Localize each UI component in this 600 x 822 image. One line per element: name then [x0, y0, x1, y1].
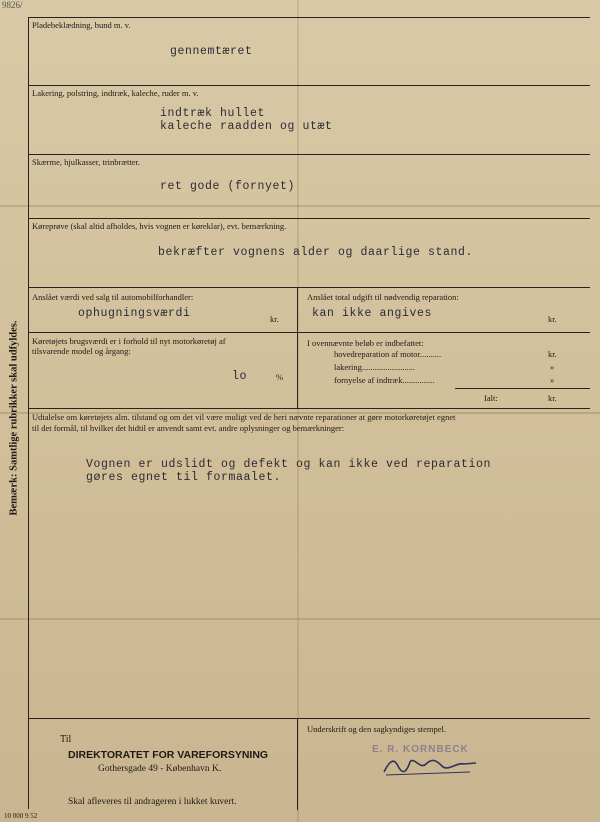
- usage-value: lo: [232, 370, 248, 383]
- rule: [297, 287, 298, 408]
- rule: [28, 85, 590, 86]
- breakdown-total-unit: kr.: [548, 393, 557, 403]
- fold-crease: [0, 205, 600, 207]
- statement-label-2: til det formål, til hvilket det hidtil er anvendt samt evt. andre oplysninger og bemærkninger:: [32, 423, 345, 433]
- lakering-line-2: kaleche raadden og utæt: [160, 120, 333, 133]
- breakdown-total-label: Ialt:: [484, 393, 498, 403]
- value-left-unit: kr.: [270, 314, 279, 324]
- fold-crease: [0, 618, 600, 620]
- stamp: E. R. KORNBECK: [372, 744, 469, 755]
- recipient-name: DIREKTORATET FOR VAREFORSYNING: [68, 749, 269, 761]
- rule: [28, 332, 590, 333]
- usage-label-1: Køretøjets brugsværdi er i forhold til nyt motorkøretøj af: [32, 336, 226, 346]
- rule: [28, 17, 29, 809]
- rule: [28, 218, 590, 219]
- rule: [297, 718, 298, 810]
- koereproeve-value: bekræfter vognens alder og daarlige stand.: [158, 246, 474, 259]
- skaerme-label: Skærme, hjulkasser, trinbrætter.: [32, 157, 141, 167]
- value-right-value: kan ikke angives: [312, 307, 433, 320]
- breakdown-item-unit: »: [550, 375, 555, 385]
- statement-label-1: Udtalelse om køretøjets alm. tilstand og om det vil være muligt ved de heri nævnte reparationer at gøre motorkøretøjet egnet: [32, 412, 456, 422]
- rule: [28, 17, 590, 18]
- footer-til: Til: [60, 734, 72, 745]
- signature-icon: [380, 752, 480, 778]
- value-left-value: ophugningsværdi: [78, 307, 191, 320]
- usage-label-2: tilsvarende model og årgang:: [32, 346, 131, 356]
- breakdown-item-unit: kr.: [548, 349, 557, 359]
- signature-label: Underskrift og den sagkyndiges stempel.: [307, 724, 447, 734]
- recipient-address: Gothersgade 49 - København K.: [98, 764, 222, 774]
- form-code: 10 000 9 52: [4, 812, 38, 820]
- rule: [28, 718, 590, 719]
- breakdown-intro: I ovennævnte beløb er indbefattet:: [307, 338, 424, 348]
- lakering-line-1: indtræk hullet: [160, 107, 266, 120]
- value-right-unit: kr.: [548, 314, 557, 324]
- rule: [28, 287, 590, 288]
- breakdown-item-label: hovedreparation af motor..........: [334, 349, 442, 359]
- breakdown-item-unit: »: [550, 362, 555, 372]
- usage-unit: %: [276, 372, 284, 382]
- pladebeklaedning-value: gennemtæret: [170, 45, 253, 58]
- value-right-label: Anslået total udgift til nødvendig reparation:: [307, 292, 459, 302]
- top-left-code: 9826/: [2, 0, 23, 10]
- lakering-label: Lakering, polstring, indtræk, kaleche, ruder m. v.: [32, 88, 199, 98]
- breakdown-item-label: lakering.........................: [334, 362, 415, 372]
- koereproeve-label: Køreprøve (skal altid afholdes, hvis vognen er køreklar), evt. bemærkning.: [32, 221, 287, 231]
- rule: [28, 408, 590, 409]
- breakdown-item-label: fornyelse af indtræk...............: [334, 375, 435, 385]
- rule: [28, 154, 590, 155]
- skaerme-value: ret gode (fornyet): [160, 180, 296, 193]
- pladebeklaedning-label: Pladebeklædning, bund m. v.: [32, 20, 131, 30]
- statement-line-1: Vognen er udslidt og defekt og kan ikke ved reparation: [86, 458, 492, 471]
- footer-note: Skal afleveres til andrageren i lukket kuvert.: [68, 797, 237, 807]
- value-left-label: Anslået værdi ved salg til automobilforhandler:: [32, 292, 194, 302]
- statement-line-2: gøres egnet til formaalet.: [86, 471, 282, 484]
- side-note: Bemærk: Samtlige rubrikker skal udfyldes.: [8, 320, 20, 516]
- rule: [455, 388, 590, 389]
